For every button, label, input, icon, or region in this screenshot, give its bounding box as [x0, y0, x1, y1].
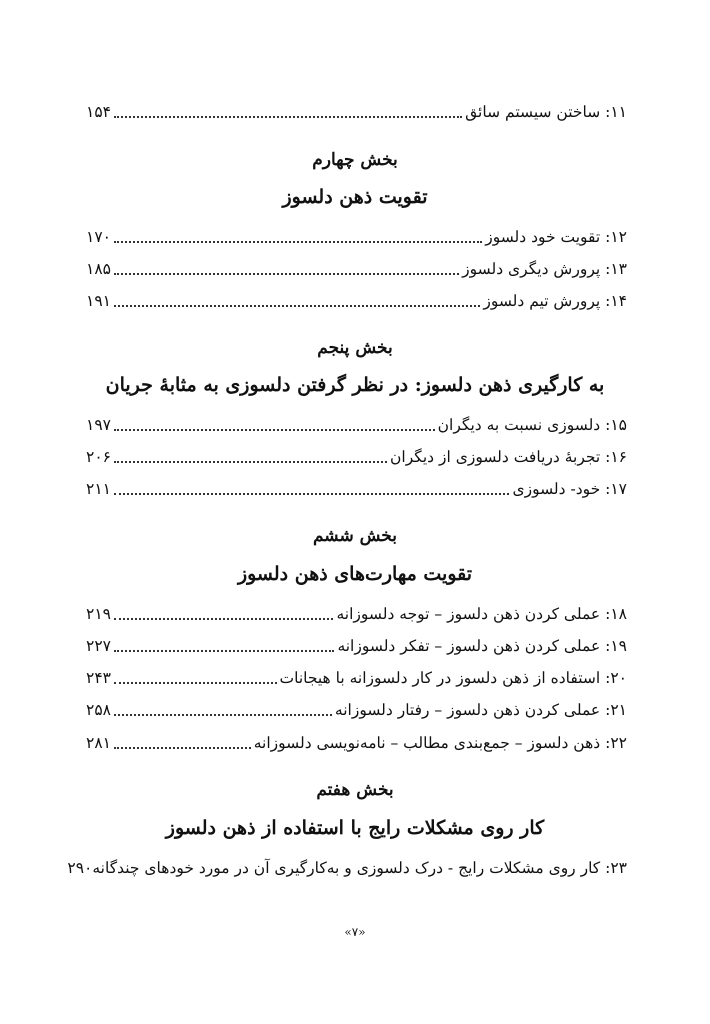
toc-entry-page: ۲۰۶ — [86, 447, 111, 466]
leader-dots — [114, 461, 387, 463]
toc-entry-title: ۱۶: تجربهٔ دریافت دلسوزی از دیگران — [390, 447, 627, 466]
toc-entry-title: ۲۲: ذهن دلسوز – جمع‌بندی مطالب – نامه‌نویسی دلسوزانه — [253, 733, 627, 752]
toc-entry-title: ۱۵: دلسوزی نسبت به دیگران — [437, 415, 627, 434]
toc-entry-page: ۲۴۳ — [86, 668, 111, 687]
leader-dots — [114, 618, 334, 620]
toc-entry-title: ۲۱: عملی کردن ذهن دلسوز – رفتار دلسوزانه — [334, 700, 627, 719]
leader-dots — [114, 116, 462, 118]
toc-entry[interactable] — [86, 441, 627, 467]
leader-dots — [114, 493, 509, 495]
toc-entry-title: ۱۴: پرورش تیم دلسوز — [483, 291, 627, 310]
toc-entry[interactable] — [86, 409, 627, 435]
leader-dots — [114, 714, 332, 716]
section-title: کار روی مشکلات رایج با استفاده از ذهن دلسوز — [165, 817, 545, 839]
section-heading: بخش پنجم — [317, 338, 393, 358]
toc-entry[interactable] — [86, 662, 627, 688]
leader-dots — [114, 273, 459, 275]
toc-entry[interactable] — [86, 694, 627, 720]
toc-entry[interactable] — [86, 630, 627, 656]
section-heading: بخش هفتم — [316, 780, 394, 800]
page-number-footer: «۷» — [344, 925, 366, 939]
leader-dots — [114, 429, 435, 431]
toc-entry[interactable] — [86, 727, 627, 753]
toc-entry-page: ۱۵۴ — [86, 102, 111, 121]
toc-entry-title: ۱۸: عملی کردن ذهن دلسوز – توجه دلسوزانه — [336, 604, 627, 623]
toc-entry-page: ۲۹۰ — [67, 858, 93, 877]
toc-entry[interactable] — [86, 598, 627, 624]
toc-entry[interactable] — [86, 285, 627, 311]
toc-entry-title: ۲۳: کار روی مشکلات رایج - درک دلسوزی و به‌کارگیری آن در مورد خودهای چندگانه — [92, 858, 627, 877]
section-title: تقویت ذهن دلسوز — [282, 186, 428, 208]
toc-entry[interactable] — [86, 96, 627, 122]
leader-dots — [114, 747, 251, 749]
toc-entry[interactable] — [86, 473, 627, 499]
section-title: به کارگیری ذهن دلسوز: در نظر گرفتن دلسوزی به مثابهٔ جریان — [105, 374, 605, 396]
toc-entry-page: ۱۷۰ — [86, 227, 111, 246]
toc-entry-page: ۱۹۷ — [86, 415, 111, 434]
toc-entry-title: ۱۲: تقویت خود دلسوز — [485, 227, 627, 246]
toc-entry-title: ۱۷: خود- دلسوزی — [512, 479, 627, 498]
toc-entry-page: ۲۱۱ — [86, 479, 111, 498]
toc-entry-page: ۲۸۱ — [86, 733, 111, 752]
toc-entry-title: ۱۱: ساختن سیستم سائق — [465, 102, 627, 121]
toc-entry-title: ۲۰: استفاده از ذهن دلسوز در کار دلسوزانه با هیجانات — [279, 668, 627, 687]
leader-dots — [114, 682, 277, 684]
toc-entry-page: ۱۹۱ — [86, 291, 111, 310]
toc-entry[interactable] — [67, 852, 627, 878]
toc-entry-title: ۱۳: پرورش دیگری دلسوز — [462, 259, 627, 278]
toc-entry-page: ۲۱۹ — [86, 604, 111, 623]
leader-dots — [114, 650, 334, 652]
toc-entry-page: ۲۵۸ — [86, 700, 111, 719]
section-heading: بخش ششم — [312, 526, 398, 546]
toc-entry-page: ۱۸۵ — [86, 259, 111, 278]
toc-entry-title: ۱۹: عملی کردن ذهن دلسوز – تفکر دلسوزانه — [337, 636, 627, 655]
section-title: تقویت مهارت‌های ذهن دلسوز — [237, 563, 473, 585]
toc-entry[interactable] — [86, 253, 627, 279]
section-heading: بخش چهارم — [312, 150, 398, 170]
toc-entry[interactable] — [86, 221, 627, 247]
toc-entry-page: ۲۲۷ — [86, 636, 111, 655]
leader-dots — [114, 305, 480, 307]
leader-dots — [114, 241, 482, 243]
